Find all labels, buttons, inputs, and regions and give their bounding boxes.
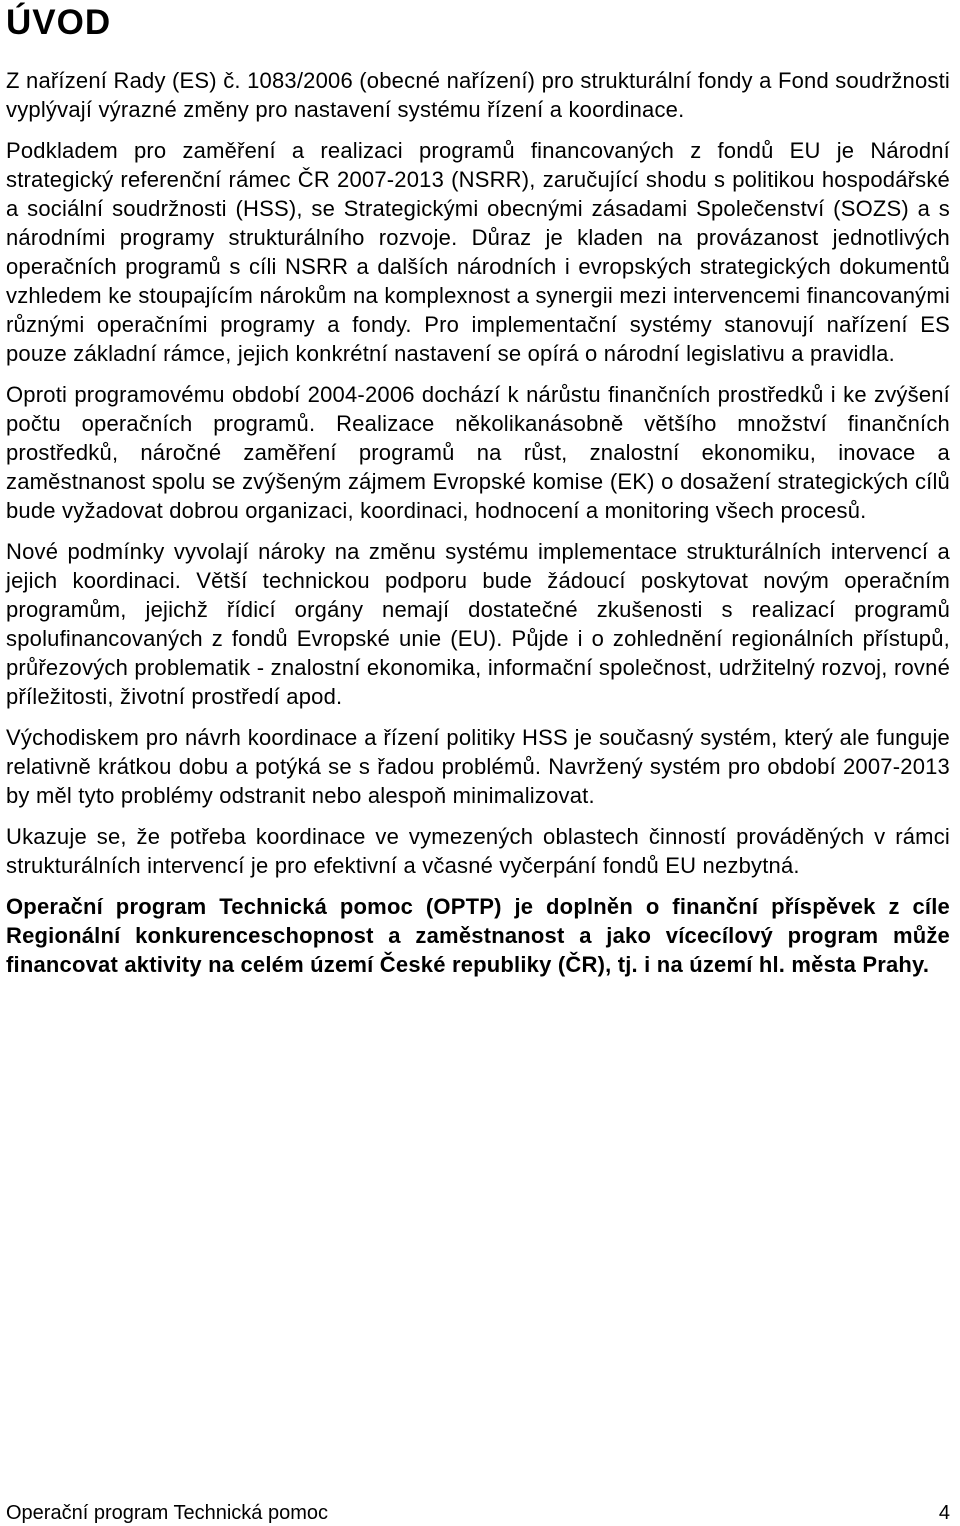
section-heading: ÚVOD — [6, 3, 112, 42]
paragraph-optp-summary: Operační program Technická pomoc (OPTP) je doplněn o finanční příspěvek z cíle Regionální konkurenceschopnost a zaměstnanost a jako vícecílový program může financovat aktivity na celém území České republiky (ČR), tj. i na území hl. města Prahy. — [6, 894, 950, 977]
paragraph-intro: Z nařízení Rady (ES) č. 1083/2006 (obecné nařízení) pro strukturální fondy a Fond soudržnosti vyplývají výrazné změny pro nastavení systému řízení a koordinace. — [6, 68, 950, 122]
paragraph-funding-growth: Oproti programovému období 2004-2006 dochází k nárůstu finančních prostředků i ke zvýšení počtu operačních programů. Realizace několikanásobně většího množství finančních prostředků, náročné zaměření programů na růst, znalostní ekonomiku, inovace a zaměstnanost spolu se zvýšeným zájmem Evropské komise (EK) o dosažení strategických cílů bude vyžadovat dobrou organizaci, koordinaci, hodnocení a monitoring všech procesů. — [6, 382, 950, 523]
paragraph-nsrr: Podkladem pro zaměření a realizaci programů financovaných z fondů EU je Národní strategický referenční rámec ČR 2007-2013 (NSRR), zaručující shodu s politikou hospodářské a sociální soudržnosti (HSS), se Strategickými obecnými zásadami Společenství (SOZS) a s národními programy strukturálního rozvoje. Důraz je kladen na provázanost jednotlivých operačních programů s cíli NSRR a dalších národních i evropských strategických dokumentů vzhledem ke stoupajícím nárokům na komplexnost a synergii mezi intervencemi financovanými různými operačními programy a fondy. Pro implementační systémy stanovují nařízení ES pouze základní rámce, jejich konkrétní nastavení se opírá o národní legislativu a pravidla. — [6, 138, 950, 366]
page-number: 4 — [938, 1502, 950, 1524]
body-text — [6, 66, 950, 991]
paragraph-coordination-need: Ukazuje se, že potřeba koordinace ve vymezených oblastech činností prováděných v rámci strukturálních intervencí je pro efektivní a včasné vyčerpání fondů EU nezbytná. — [6, 824, 950, 878]
footer-title: Operační program Technická pomoc — [6, 1502, 329, 1524]
paragraph-new-conditions: Nové podmínky vyvolají nároky na změnu systému implementace strukturálních intervencí a jejich koordinaci. Větší technickou podporu bude žádoucí poskytovat novým operačním programům, jejichž řídicí orgány nemají dostatečné zkušenosti s realizací programů spolufinancovaných z fondů Evropské unie (EU). Půjde i o zohlednění regionálních přístupů, průřezových problematik - znalostní ekonomika, informační společnost, udržitelný rozvoj, rovné příležitosti, životní prostředí apod. — [6, 539, 950, 709]
paragraph-starting-point: Východiskem pro návrh koordinace a řízení politiky HSS je současný systém, který ale funguje relativně krátkou dobu a potýká se s řadou problémů. Navržený systém pro období 2007-2013 by měl tyto problémy odstranit nebo alespoň minimalizovat. — [6, 725, 950, 808]
